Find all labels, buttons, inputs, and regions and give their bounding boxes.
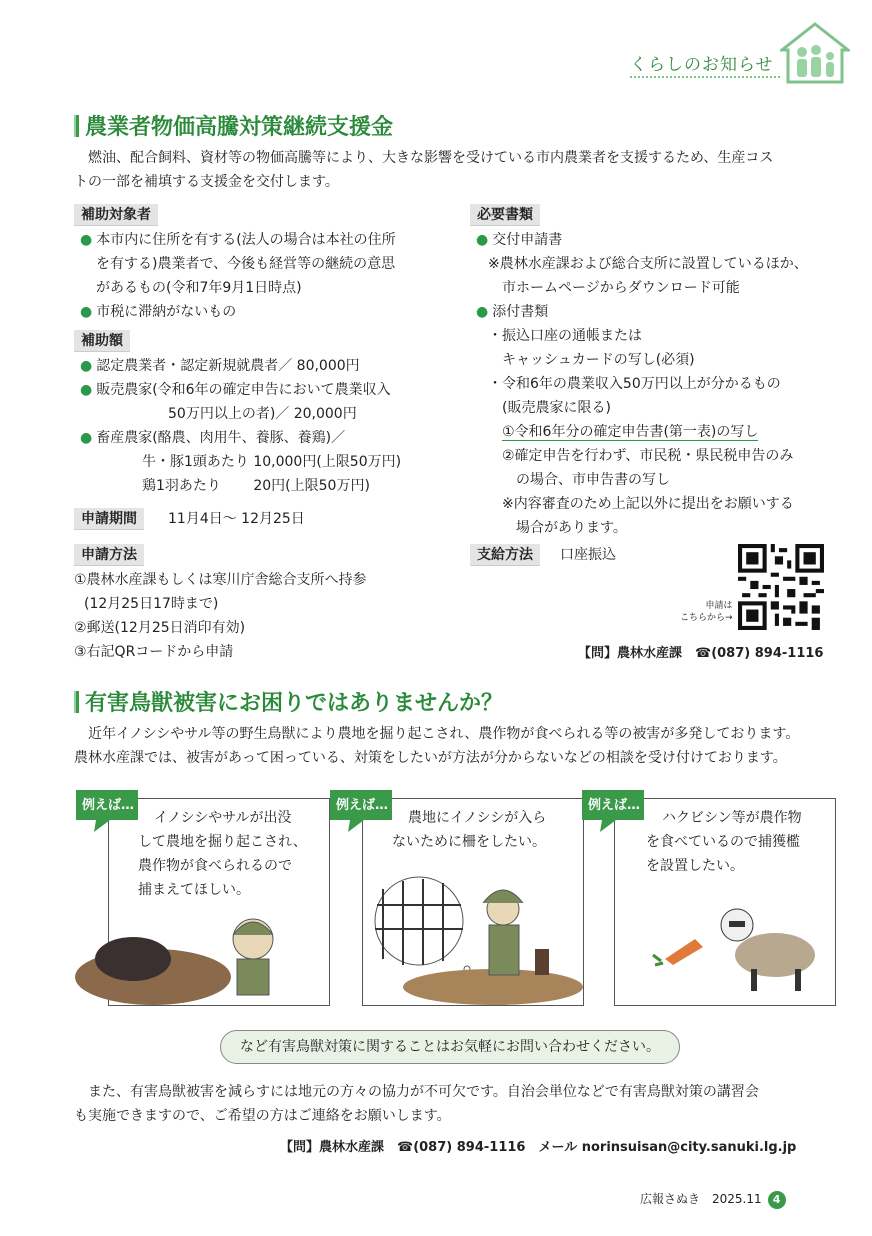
qr-note: 申請は こちらから→: [680, 601, 733, 623]
example-badge-3: 例えば…: [582, 788, 648, 838]
payment-tag: 支給方法: [470, 544, 540, 566]
bullet-icon: ●: [80, 358, 93, 374]
title-bar-icon: [74, 115, 79, 137]
fence-farmer-illustration-icon: [363, 869, 585, 1005]
footer-publication: 広報さぬき 2025.11: [640, 1192, 762, 1206]
title-bar-icon: [74, 691, 79, 713]
section2-title: 有害鳥獣被害にお困りではありませんか？: [74, 686, 503, 717]
section2-intro: 近年イノシシやサル等の野生鳥獣により農地を掘り起こされ、農作物が食べられる等の被害が多発しております。 農林水産課では、被害があって困っている、対策をしたいが方法が分からないなどの相談を受け付けております。: [74, 726, 800, 766]
period-value: 11月4日～ 12月25日: [168, 511, 305, 527]
method-list: ①農林水産課もしくは寒川庁舎総合支所へ持参 (12月25日17時まで) ②郵送(12月25日消印有効) ③右記QRコードから申請: [74, 572, 367, 660]
docs-tag: 必要書類: [470, 204, 540, 226]
section1-contact: 【問】農林水産課 ☎(087) 894-1116: [578, 646, 824, 661]
example-badge-2: 例えば…: [330, 788, 396, 838]
example-text-3: ハクビシン等が農作物 を食べているので捕獲檻 を設置したい。: [646, 810, 802, 874]
bullet-icon: ●: [80, 382, 93, 398]
amount-list: ● 認定農業者・認定新規就農者／ 80,000円 ● 販売農家(令和6年の確定申告において農業収入 50万円以上の者)／ 20,000円 ● 畜産農家(酪農、肉用牛、養豚、養鶏)／ 牛・豚1頭あたり 10,000円(上限50万円) 鶏1羽あたり 20円(上限50万円): [80, 358, 402, 494]
footer: [640, 1190, 786, 1209]
target-tag: 補助対象者: [74, 204, 158, 226]
section1-intro: 燃油、配合飼料、資材等の物価高騰等により、大きな影響を受けている市内農業者を支援するため、生産コス トの一部を補填する支援金を交付します。: [74, 150, 774, 190]
section2-contact: 【問】農林水産課 ☎(087) 894-1116 メール norinsuisan@city.sanuki.lg.jp: [280, 1140, 797, 1155]
header-underline: [630, 76, 780, 78]
method-tag: 申請方法: [74, 544, 144, 566]
period-tag: 申請期間: [74, 508, 144, 530]
section-header: [630, 18, 860, 88]
target-list: ● 本市内に住所を有する(法人の場合は本社の住所 を有する)農業者で、今後も経営等の継続の意思 があるもの(令和7年9月1日時点) ● 市税に滞納がないもの: [80, 232, 396, 320]
inquiry-note: など有害鳥獣対策に関することはお気軽にお問い合わせください。: [220, 1030, 680, 1064]
bullet-icon: ●: [80, 304, 93, 320]
bullet-icon: ●: [476, 304, 489, 320]
section1-title: 農業者物価高騰対策継続支援金: [74, 110, 393, 141]
amount-tag: 補助額: [74, 330, 130, 352]
bullet-icon: ●: [476, 232, 489, 248]
header-label: くらしのお知らせ: [630, 55, 774, 75]
bullet-icon: ●: [80, 232, 93, 248]
civet-illustration-icon: [625, 899, 835, 999]
page-number: 4: [768, 1191, 786, 1209]
example-text-2: 農地にイノシシが入ら ないために柵をしたい。: [392, 810, 547, 850]
payment-value: 口座振込: [560, 547, 616, 563]
example-badge-1: 例えば…: [76, 788, 142, 838]
boar-illustration-icon: [73, 899, 313, 1007]
bullet-icon: ●: [80, 430, 93, 446]
section2-outro: また、有害鳥獣被害を減らすには地元の方々の協力が不可欠です。自治会単位などで有害鳥獣対策の講習会 も実施できますので、ご希望の方はご連絡をお願いします。: [74, 1084, 759, 1124]
house-family-icon: [780, 22, 850, 84]
example-text-1: イノシシやサルが出没 して農地を掘り起こされ、 農作物が食べられるので 捕まえてほしい。: [138, 810, 307, 898]
qr-code-icon[interactable]: [738, 544, 824, 630]
docs-list: ● 交付申請書 ※農林水産課および総合支所に設置しているほか、 市ホームページからダウンロード可能 ● 添付書類 ・振込口座の通帳または キャッシュカードの写し(必須) ・令和6年の農業収入50万円以上が分かるもの (販売農家に限る) ①令和6年分の確定申告書(第一表)の写し ②確定申告を行わず、市民税・県民税申告のみ の場合、市申告書の写し ※内容審査のため上記以外に提出をお願いする 場合があります。: [476, 232, 808, 536]
